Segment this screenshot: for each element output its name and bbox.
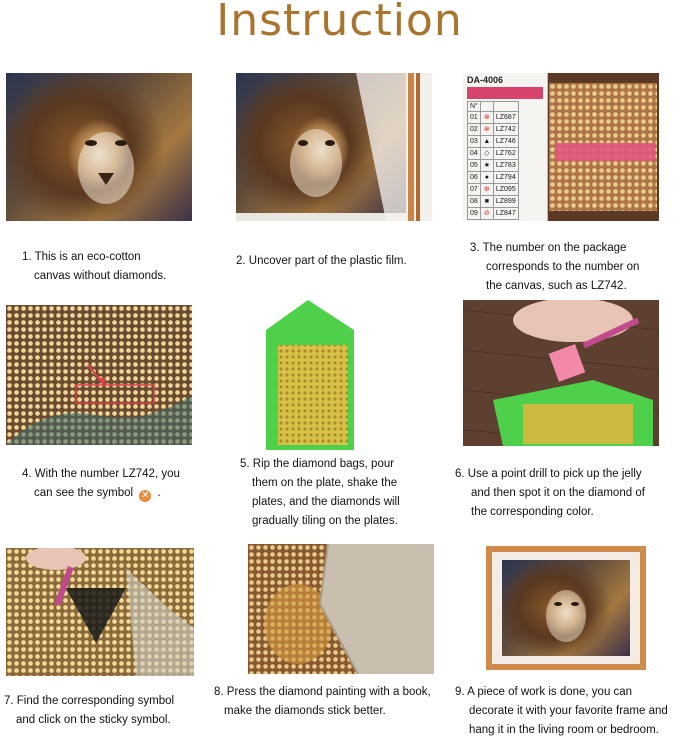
package-photo [463, 73, 659, 221]
canvas-photo [6, 73, 192, 221]
film-photo [236, 73, 432, 221]
page-title: Instruction [216, 0, 463, 46]
symbol-closeup-photo [6, 305, 192, 445]
step-1-caption: 1. This is an eco-cotton canvas without diamonds. [22, 251, 167, 282]
point-drill-photo [463, 300, 659, 446]
framed-artwork-photo [486, 546, 646, 670]
symbol-icon: ✕ [141, 490, 150, 501]
package-table: N° 01 ⊗ LZ687 02 ⊗ LZ742 03 ▲ LZ746 04 ◇ LZ762 05 ★ LZ783 06 ● LZ794 07 ⊕ LZ095 08 ■ LZ899 09 ⊘ LZ847 [467, 101, 519, 220]
press-book-photo [248, 544, 434, 674]
step-6-caption: 6. Use a point drill to pick up the jelly and then spot it on the diamond of the corresponding color. [455, 468, 645, 518]
step-5-caption: 5. Rip the diamond bags, pour them on the plate, shake the plates, and the diamonds will gradually tiling on the plates. [240, 458, 400, 527]
step-4-caption: 4. With the number LZ742, you can see the symbol ✕ . [22, 468, 180, 501]
sticky-symbol-photo [6, 548, 194, 676]
step-7-caption: 7. Find the corresponding symbol and click on the sticky symbol. [4, 695, 175, 726]
step-9-caption: 9. A piece of work is done, you can decorate it with your favorite frame and hang it in the living room or bedroom. [455, 686, 668, 736]
step-3-caption: 3. The number on the package corresponds to the number on the canvas, such as LZ742. [470, 242, 640, 292]
step-2-caption: 2. Uncover part of the plastic film. [236, 255, 407, 267]
package-code: DA-4006 [467, 75, 504, 85]
step-8-caption: 8. Press the diamond painting with a book, make the diamonds stick better. [214, 686, 431, 717]
diamond-tray-photo [236, 300, 432, 450]
